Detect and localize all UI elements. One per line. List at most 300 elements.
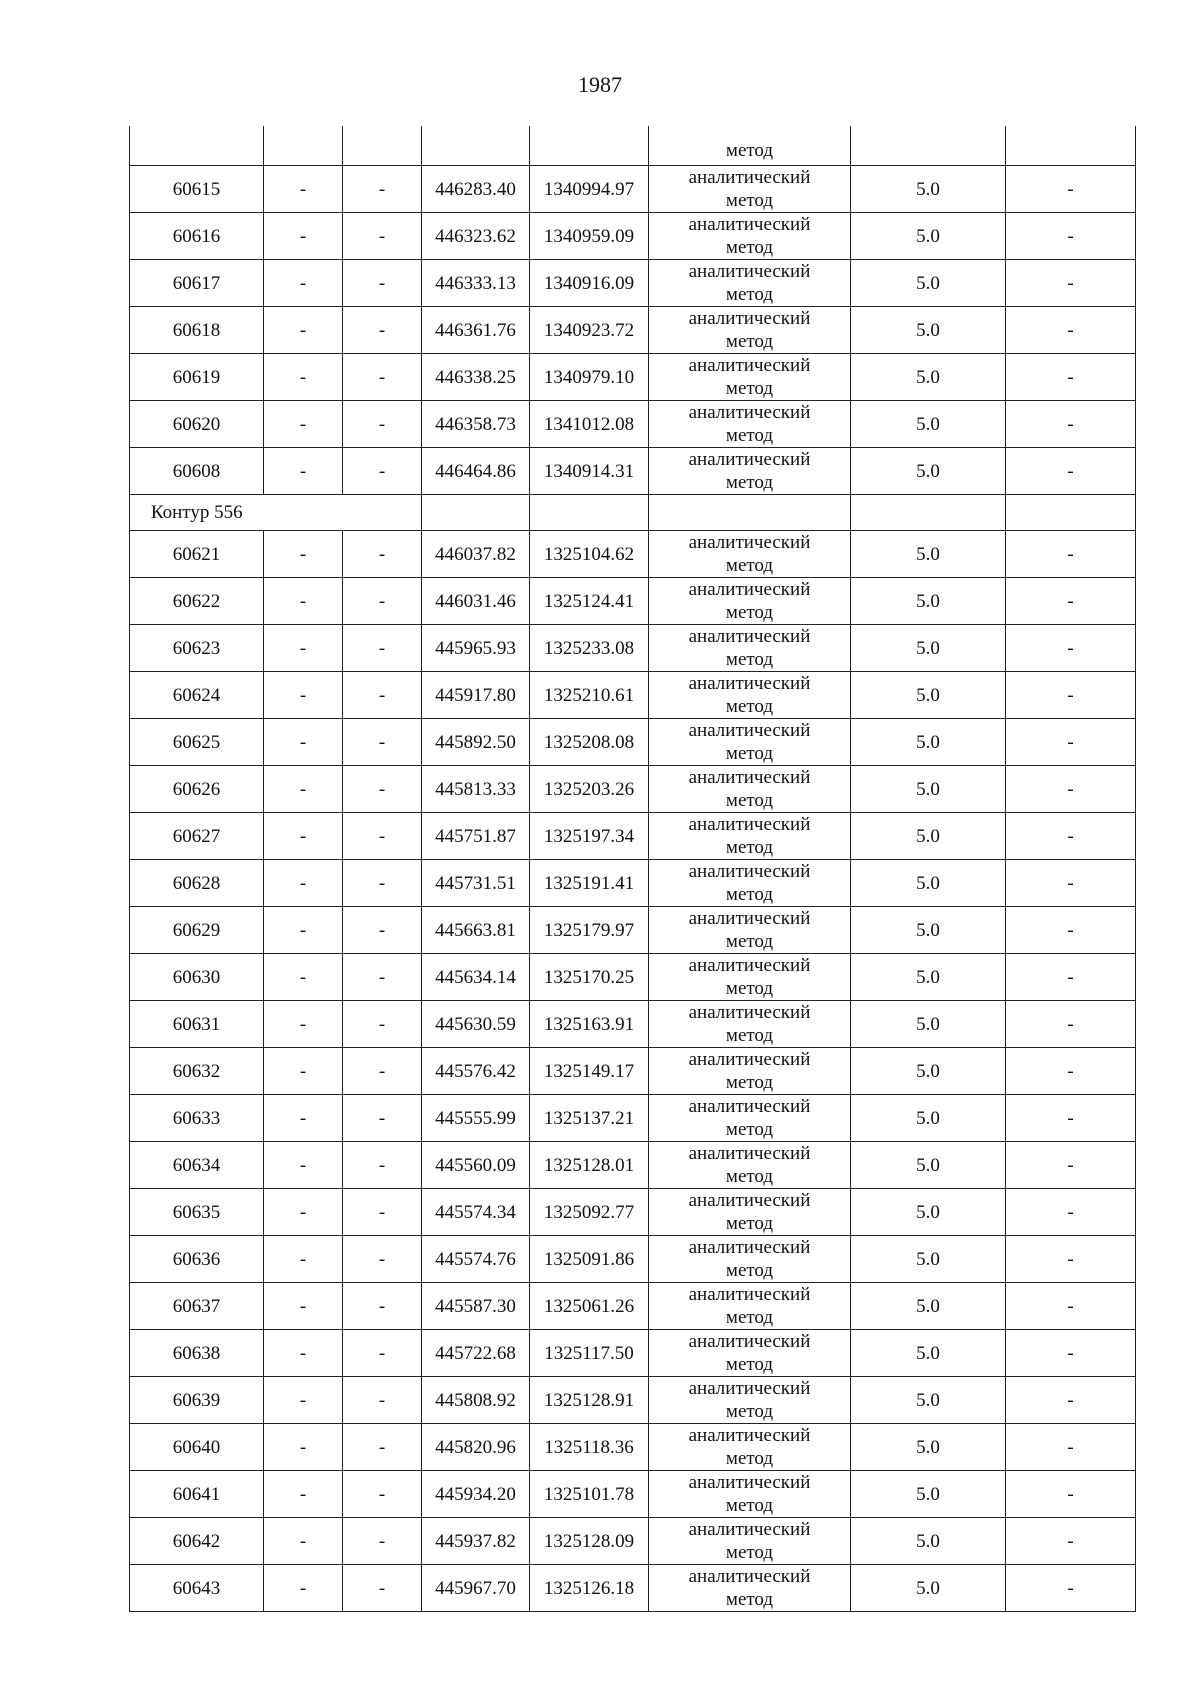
cell-col8: - — [1006, 1095, 1136, 1142]
cell-accuracy: 5.0 — [851, 1189, 1006, 1236]
cell-col3: - — [343, 1518, 422, 1565]
table-row — [130, 766, 1136, 813]
cell-col3: - — [343, 1565, 422, 1612]
cell-col3: - — [343, 1283, 422, 1330]
method-line-2: метод — [725, 1260, 774, 1281]
cell-col8: - — [1006, 954, 1136, 1001]
cell-point: 60635 — [130, 1189, 264, 1236]
cell-col8: - — [1006, 1142, 1136, 1189]
cell-col3 — [343, 126, 422, 166]
cell-col3: - — [343, 1330, 422, 1377]
method-line-1: аналитический — [688, 1143, 811, 1164]
cell-y: 1325149.17 — [530, 1048, 649, 1095]
cell-accuracy: 5.0 — [851, 307, 1006, 354]
cell-accuracy: 5.0 — [851, 719, 1006, 766]
cell-y: 1325233.08 — [530, 625, 649, 672]
coordinates-table — [129, 126, 1136, 1612]
cell-y: 1325061.26 — [530, 1283, 649, 1330]
cell-col2: - — [264, 307, 343, 354]
cell-y: 1340916.09 — [530, 260, 649, 307]
cell-point: 60638 — [130, 1330, 264, 1377]
table-row-continued — [130, 126, 1136, 166]
cell-y: 1325203.26 — [530, 766, 649, 813]
cell-col2: - — [264, 578, 343, 625]
method-line-1: аналитический — [688, 767, 811, 788]
cell-col8: - — [1006, 1283, 1136, 1330]
cell-col3: - — [343, 1001, 422, 1048]
table-row — [130, 625, 1136, 672]
cell-point: 60634 — [130, 1142, 264, 1189]
table-row — [130, 166, 1136, 213]
method-line-2: метод — [725, 1307, 774, 1328]
method-line-2: метод — [725, 1401, 774, 1422]
cell-accuracy: 5.0 — [851, 1565, 1006, 1612]
table-row — [130, 213, 1136, 260]
method-line-1: аналитический — [688, 955, 811, 976]
cell-method — [649, 954, 851, 1001]
cell-method — [649, 1330, 851, 1377]
cell-y: 1325128.09 — [530, 1518, 649, 1565]
method-line-2: метод — [725, 931, 774, 952]
table-row — [130, 1330, 1136, 1377]
cell-x: 446338.25 — [422, 354, 530, 401]
table-row — [130, 907, 1136, 954]
cell-x: 445917.80 — [422, 672, 530, 719]
method-line-2: метод — [725, 790, 774, 811]
cell-x: 446358.73 — [422, 401, 530, 448]
cell-x: 445634.14 — [422, 954, 530, 1001]
contour-empty-cell — [851, 495, 1006, 531]
cell-col8: - — [1006, 907, 1136, 954]
cell-x: 445574.76 — [422, 1236, 530, 1283]
cell-col2: - — [264, 1236, 343, 1283]
cell-col2: - — [264, 401, 343, 448]
cell-x: 445820.96 — [422, 1424, 530, 1471]
cell-col3: - — [343, 1095, 422, 1142]
table-row — [130, 1565, 1136, 1612]
cell-method — [649, 1095, 851, 1142]
cell-point: 60643 — [130, 1565, 264, 1612]
method-line-1: аналитический — [688, 1237, 811, 1258]
cell-method — [649, 1424, 851, 1471]
cell-y: 1325101.78 — [530, 1471, 649, 1518]
cell-col2: - — [264, 1518, 343, 1565]
method-line-1: аналитический — [688, 1378, 811, 1399]
cell-y: 1325163.91 — [530, 1001, 649, 1048]
cell-method — [649, 860, 851, 907]
cell-accuracy: 5.0 — [851, 625, 1006, 672]
cell-col2: - — [264, 1095, 343, 1142]
cell-col2: - — [264, 531, 343, 578]
method-line-1: аналитический — [688, 308, 811, 329]
cell-col3: - — [343, 1236, 422, 1283]
cell-y: 1325137.21 — [530, 1095, 649, 1142]
cell-method — [649, 531, 851, 578]
cell-accuracy: 5.0 — [851, 1283, 1006, 1330]
table-row — [130, 448, 1136, 495]
cell-x: 445722.68 — [422, 1330, 530, 1377]
method-line-2: метод — [725, 190, 774, 211]
cell-col3: - — [343, 672, 422, 719]
cell-y: 1325126.18 — [530, 1565, 649, 1612]
cell-y: 1325170.25 — [530, 954, 649, 1001]
cell-col3: - — [343, 1377, 422, 1424]
cell-method — [649, 1236, 851, 1283]
method-line-2: метод — [725, 1542, 774, 1563]
cell-col2: - — [264, 907, 343, 954]
cell-accuracy: 5.0 — [851, 1377, 1006, 1424]
table-body — [130, 126, 1136, 1612]
cell-x: 445751.87 — [422, 813, 530, 860]
cell-col2: - — [264, 1048, 343, 1095]
cell-point: 60636 — [130, 1236, 264, 1283]
table-row — [130, 260, 1136, 307]
cell-method — [649, 1142, 851, 1189]
table-row — [130, 578, 1136, 625]
cell-y: 1325128.91 — [530, 1377, 649, 1424]
method-line-2: метод — [725, 1589, 774, 1610]
cell-col2: - — [264, 1142, 343, 1189]
cell-col8: - — [1006, 813, 1136, 860]
cell-col3: - — [343, 1471, 422, 1518]
cell-col8: - — [1006, 625, 1136, 672]
table-row — [130, 354, 1136, 401]
cell-col8: - — [1006, 1518, 1136, 1565]
method-line-1: аналитический — [688, 402, 811, 423]
cell-method: метод — [649, 126, 851, 166]
method-line-1: аналитический — [688, 1096, 811, 1117]
cell-accuracy: 5.0 — [851, 260, 1006, 307]
cell-accuracy: 5.0 — [851, 401, 1006, 448]
cell-accuracy: 5.0 — [851, 1518, 1006, 1565]
method-line-2: метод — [725, 472, 774, 493]
cell-col2: - — [264, 860, 343, 907]
cell-point: 60625 — [130, 719, 264, 766]
table-row — [130, 813, 1136, 860]
cell-col8 — [1006, 126, 1136, 166]
cell-x: 445576.42 — [422, 1048, 530, 1095]
cell-method — [649, 1471, 851, 1518]
cell-col8: - — [1006, 1424, 1136, 1471]
cell-col8: - — [1006, 307, 1136, 354]
method-line-2: метод — [725, 378, 774, 399]
cell-accuracy: 5.0 — [851, 954, 1006, 1001]
cell-point: 60608 — [130, 448, 264, 495]
cell-col2: - — [264, 1283, 343, 1330]
table-row — [130, 954, 1136, 1001]
contour-empty-cell — [422, 495, 530, 531]
cell-point: 60621 — [130, 531, 264, 578]
cell-col2: - — [264, 1001, 343, 1048]
cell-col8: - — [1006, 672, 1136, 719]
method-line-2: метод — [725, 425, 774, 446]
cell-x: 446333.13 — [422, 260, 530, 307]
cell-accuracy: 5.0 — [851, 1142, 1006, 1189]
method-line-1: аналитический — [688, 579, 811, 600]
cell-col3: - — [343, 354, 422, 401]
contour-empty-cell — [649, 495, 851, 531]
cell-col2: - — [264, 354, 343, 401]
cell-method — [649, 907, 851, 954]
cell-y: 1325179.97 — [530, 907, 649, 954]
cell-col3: - — [343, 578, 422, 625]
cell-point: 60637 — [130, 1283, 264, 1330]
cell-accuracy: 5.0 — [851, 448, 1006, 495]
contour-row — [130, 495, 1136, 531]
cell-accuracy: 5.0 — [851, 1095, 1006, 1142]
contour-spacer — [264, 495, 422, 531]
method-line-2: метод — [725, 331, 774, 352]
cell-y: 1341012.08 — [530, 401, 649, 448]
cell-point: 60624 — [130, 672, 264, 719]
cell-method — [649, 1565, 851, 1612]
method-line-2: метод — [725, 743, 774, 764]
cell-col2: - — [264, 260, 343, 307]
cell-col3: - — [343, 448, 422, 495]
cell-accuracy: 5.0 — [851, 1471, 1006, 1518]
cell-col8: - — [1006, 766, 1136, 813]
method-line-2: метод — [725, 1166, 774, 1187]
method-line-2: метод — [725, 555, 774, 576]
method-line-2: метод — [725, 1495, 774, 1516]
cell-col8: - — [1006, 260, 1136, 307]
cell-method — [649, 1048, 851, 1095]
method-line-1: аналитический — [688, 449, 811, 470]
method-line-2: метод — [725, 884, 774, 905]
cell-col8: - — [1006, 213, 1136, 260]
cell-point: 60629 — [130, 907, 264, 954]
cell-y — [530, 126, 649, 166]
cell-point: 60620 — [130, 401, 264, 448]
method-line-1: аналитический — [688, 1002, 811, 1023]
cell-point: 60631 — [130, 1001, 264, 1048]
cell-col8: - — [1006, 1236, 1136, 1283]
method-line-1: аналитический — [688, 1425, 811, 1446]
cell-point: 60616 — [130, 213, 264, 260]
cell-y: 1340959.09 — [530, 213, 649, 260]
cell-col3: - — [343, 1048, 422, 1095]
cell-col3: - — [343, 860, 422, 907]
cell-point: 60617 — [130, 260, 264, 307]
method-line-2: метод — [725, 1213, 774, 1234]
cell-x: 445934.20 — [422, 1471, 530, 1518]
cell-method — [649, 260, 851, 307]
cell-x: 445965.93 — [422, 625, 530, 672]
cell-x: 445731.51 — [422, 860, 530, 907]
cell-point: 60618 — [130, 307, 264, 354]
cell-col3: - — [343, 531, 422, 578]
method-line-1: аналитический — [688, 1190, 811, 1211]
method-line-2: метод — [725, 237, 774, 258]
cell-x: 445808.92 — [422, 1377, 530, 1424]
cell-method — [649, 578, 851, 625]
cell-method — [649, 672, 851, 719]
cell-point: 60630 — [130, 954, 264, 1001]
cell-x: 445630.59 — [422, 1001, 530, 1048]
table-row — [130, 1471, 1136, 1518]
cell-col2: - — [264, 166, 343, 213]
method-line-2: метод — [725, 837, 774, 858]
cell-method — [649, 166, 851, 213]
cell-x: 446323.62 — [422, 213, 530, 260]
cell-col2: - — [264, 1377, 343, 1424]
cell-point: 60632 — [130, 1048, 264, 1095]
method-line-1: аналитический — [688, 814, 811, 835]
cell-x: 446031.46 — [422, 578, 530, 625]
cell-method — [649, 448, 851, 495]
table-row — [130, 1095, 1136, 1142]
table-row — [130, 1236, 1136, 1283]
cell-method — [649, 813, 851, 860]
cell-y: 1325208.08 — [530, 719, 649, 766]
cell-method — [649, 307, 851, 354]
cell-col2: - — [264, 448, 343, 495]
cell-point: 60628 — [130, 860, 264, 907]
method-line-1: аналитический — [688, 626, 811, 647]
cell-y: 1325117.50 — [530, 1330, 649, 1377]
method-line-1: аналитический — [688, 1566, 811, 1587]
table-row — [130, 1283, 1136, 1330]
table-row — [130, 1377, 1136, 1424]
cell-method — [649, 1518, 851, 1565]
cell-col8: - — [1006, 719, 1136, 766]
cell-x: 446037.82 — [422, 531, 530, 578]
cell-x — [422, 126, 530, 166]
method-line-1: аналитический — [688, 1519, 811, 1540]
method-line-2: метод — [725, 602, 774, 623]
method-line-1: аналитический — [688, 861, 811, 882]
cell-x: 445555.99 — [422, 1095, 530, 1142]
method-line-2: метод — [725, 649, 774, 670]
method-line-1: аналитический — [688, 720, 811, 741]
cell-y: 1325197.34 — [530, 813, 649, 860]
cell-point: 60626 — [130, 766, 264, 813]
cell-accuracy: 5.0 — [851, 354, 1006, 401]
cell-y: 1325210.61 — [530, 672, 649, 719]
cell-col2: - — [264, 719, 343, 766]
cell-col8: - — [1006, 1001, 1136, 1048]
cell-x: 445813.33 — [422, 766, 530, 813]
method-line-2: метод — [725, 1025, 774, 1046]
cell-method — [649, 719, 851, 766]
cell-col2: - — [264, 954, 343, 1001]
cell-col3: - — [343, 213, 422, 260]
table-row — [130, 531, 1136, 578]
cell-y: 1325091.86 — [530, 1236, 649, 1283]
cell-x: 445587.30 — [422, 1283, 530, 1330]
method-line-1: аналитический — [688, 214, 811, 235]
cell-col2: - — [264, 625, 343, 672]
cell-point: 60640 — [130, 1424, 264, 1471]
cell-method — [649, 625, 851, 672]
cell-accuracy: 5.0 — [851, 1236, 1006, 1283]
method-line-2: метод — [725, 284, 774, 305]
cell-col3: - — [343, 401, 422, 448]
cell-col3: - — [343, 1424, 422, 1471]
cell-method — [649, 1283, 851, 1330]
table-row — [130, 719, 1136, 766]
cell-y: 1325092.77 — [530, 1189, 649, 1236]
table-row — [130, 1189, 1136, 1236]
cell-y: 1325124.41 — [530, 578, 649, 625]
cell-col3: - — [343, 766, 422, 813]
cell-point: 60623 — [130, 625, 264, 672]
cell-method — [649, 401, 851, 448]
method-line-1: аналитический — [688, 1284, 811, 1305]
cell-y: 1325118.36 — [530, 1424, 649, 1471]
cell-col8: - — [1006, 1189, 1136, 1236]
cell-col3: - — [343, 1142, 422, 1189]
cell-method — [649, 354, 851, 401]
cell-x: 445663.81 — [422, 907, 530, 954]
cell-x: 446283.40 — [422, 166, 530, 213]
cell-x: 445937.82 — [422, 1518, 530, 1565]
cell-accuracy: 5.0 — [851, 1424, 1006, 1471]
table-row — [130, 1424, 1136, 1471]
table-row — [130, 401, 1136, 448]
method-line-2: метод — [725, 1119, 774, 1140]
cell-col2: - — [264, 1189, 343, 1236]
cell-accuracy: 5.0 — [851, 1330, 1006, 1377]
cell-accuracy: 5.0 — [851, 813, 1006, 860]
cell-accuracy: 5.0 — [851, 1048, 1006, 1095]
cell-col3: - — [343, 954, 422, 1001]
table-row — [130, 1001, 1136, 1048]
cell-point: 60641 — [130, 1471, 264, 1518]
cell-col8: - — [1006, 354, 1136, 401]
cell-point: 60633 — [130, 1095, 264, 1142]
cell-method — [649, 213, 851, 260]
cell-col8: - — [1006, 531, 1136, 578]
cell-col2: - — [264, 1424, 343, 1471]
cell-point: 60622 — [130, 578, 264, 625]
cell-accuracy: 5.0 — [851, 166, 1006, 213]
table-row — [130, 1142, 1136, 1189]
cell-y: 1340923.72 — [530, 307, 649, 354]
cell-col8: - — [1006, 1377, 1136, 1424]
cell-method — [649, 766, 851, 813]
cell-x: 445574.34 — [422, 1189, 530, 1236]
cell-accuracy: 5.0 — [851, 578, 1006, 625]
table-row — [130, 1048, 1136, 1095]
cell-col8: - — [1006, 401, 1136, 448]
cell-x: 446361.76 — [422, 307, 530, 354]
method-line-2: метод — [725, 978, 774, 999]
method-line-2: метод — [725, 1072, 774, 1093]
cell-accuracy: 5.0 — [851, 1001, 1006, 1048]
table-row — [130, 860, 1136, 907]
cell-y: 1340979.10 — [530, 354, 649, 401]
method-line-1: аналитический — [688, 1049, 811, 1070]
cell-accuracy: 5.0 — [851, 531, 1006, 578]
cell-col2: - — [264, 213, 343, 260]
cell-x: 446464.86 — [422, 448, 530, 495]
cell-col2: - — [264, 1565, 343, 1612]
cell-x: 445560.09 — [422, 1142, 530, 1189]
cell-x: 445967.70 — [422, 1565, 530, 1612]
method-line-1: аналитический — [688, 167, 811, 188]
method-line-1: аналитический — [688, 673, 811, 694]
contour-empty-cell — [530, 495, 649, 531]
method-line-2: метод — [725, 696, 774, 717]
cell-col8: - — [1006, 1565, 1136, 1612]
cell-point: 60642 — [130, 1518, 264, 1565]
cell-col2: - — [264, 813, 343, 860]
contour-empty-cell — [1006, 495, 1136, 531]
cell-col3: - — [343, 260, 422, 307]
cell-accuracy: 5.0 — [851, 766, 1006, 813]
cell-col3: - — [343, 719, 422, 766]
